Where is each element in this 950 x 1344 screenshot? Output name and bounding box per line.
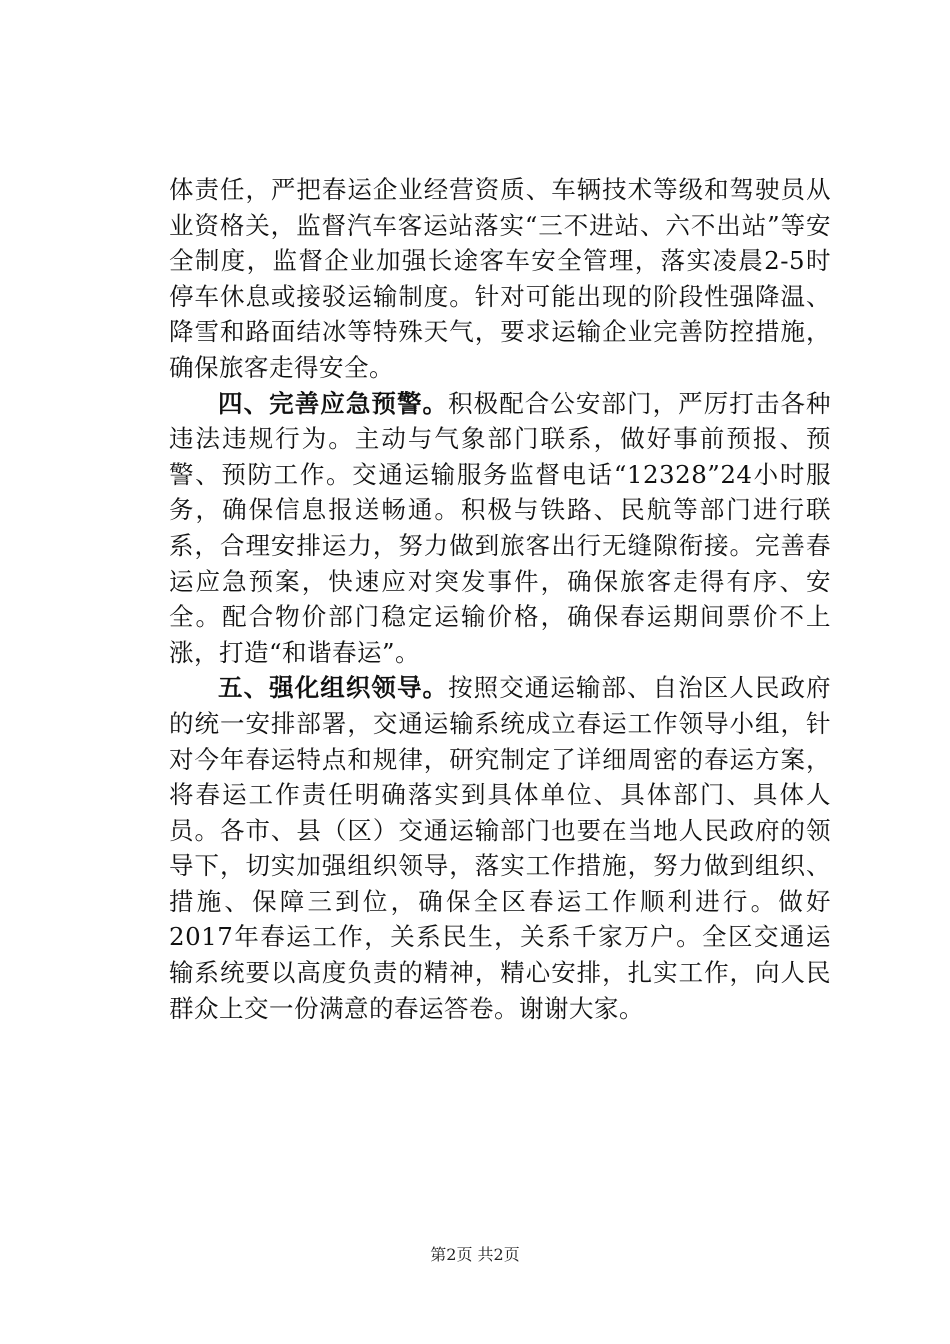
paragraph-text: 积极配合公安部门，严厉打击各种违法违规行为。主动与气象部门联系，做好事前预报、预警、预防工作。交通运输服务监督电话“12328”24小时服务，确保信息报送畅通。积极与铁路、民航等部门进行联系，合理安排运力，努力做到旅客出行无缝隙衔接。完善春运应急预案，快速应对突发事件，确保旅客走得有序、安全。配合物价部门稳定运输价格，确保春运期间票价不上涨，打造“和谐春运”。	[169, 388, 832, 667]
paragraph-continuation	[169, 172, 831, 386]
section-heading-five: 五、强化组织领导。	[218, 673, 449, 703]
paragraph-text: 体责任，严把春运企业经营资质、车辆技术等级和驾驶员从业资格关，监督汽车客运站落实“三不进站、六不出站”等安全制度，监督企业加强长途客车安全管理，落实凌晨2-5时停车休息或接驳运输制度。针对可能出现的阶段性强降温、降雪和路面结冰等特殊天气，要求运输企业完善防控措施，确保旅客走得安全。	[169, 175, 831, 382]
paragraph-text: 按照交通运输部、自治区人民政府的统一安排部署，交通运输系统成立春运工作领导小组，针对今年春运特点和规律，研究制定了详细周密的春运方案，将春运工作责任明确落实到具体单位、具体部门、具体人员。各市、县（区）交通运输部门也要在当地人民政府的领导下，切实加强组织领导，落实工作措施，努力做到组织、措施、保障三到位，确保全区春运工作顺利进行。做好2017年春运工作，关系民生，关系千家万户。全区交通运输系统要以高度负责的精神，精心安排，扎实工作，向人民群众上交一份满意的春运答卷。谢谢大家。	[169, 673, 832, 1023]
section-heading-four: 四、完善应急预警。	[218, 388, 449, 418]
paragraph-organization-leadership	[169, 670, 831, 1026]
page-footer	[0, 1242, 950, 1265]
paragraph-emergency-warning	[169, 386, 831, 671]
document-body	[169, 172, 831, 1026]
page-number-label: 第2页 共2页	[430, 1245, 520, 1264]
